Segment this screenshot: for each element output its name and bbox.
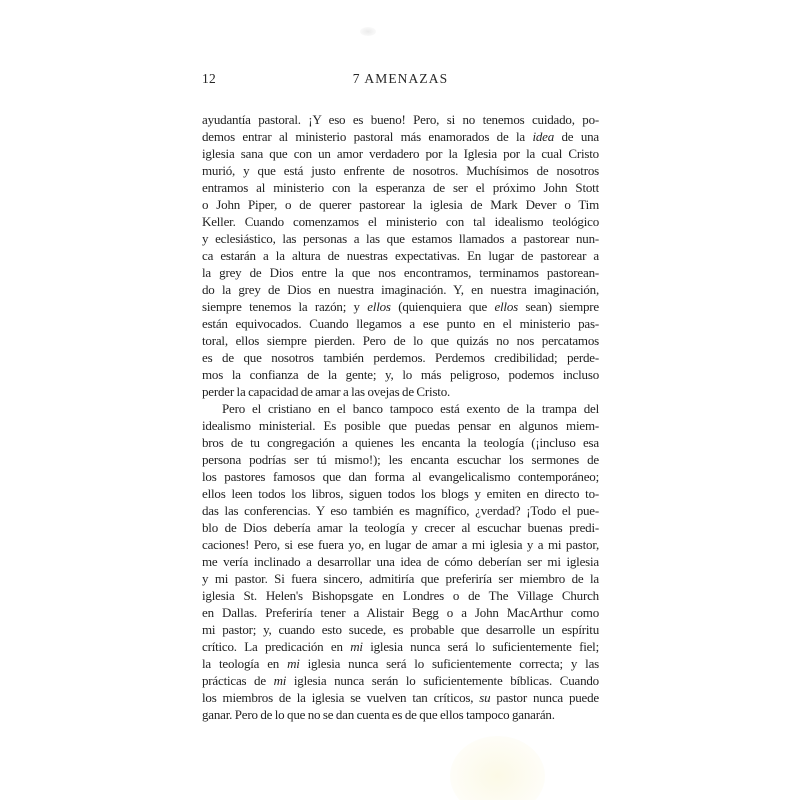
text-line — [202, 162, 599, 179]
body-text: ayudantía pastoral. ¡Y eso es bueno! Pero, si no tenemos cuidado, po- — [202, 112, 599, 127]
body-text: iglesia St. Helen's Bishopsgate en Londres o de The Village Church — [202, 588, 599, 603]
body-text: Keller. Cuando comenzamos el ministerio con tal idealismo teológico — [202, 214, 599, 229]
body-text: y mi pastor. Si fuera sincero, admitiría que preferiría ser miembro de la — [202, 571, 599, 586]
text-line — [202, 502, 599, 519]
body-text: demos entrar al ministerio pastoral más enamorados de la — [202, 129, 533, 144]
body-text: mos la confianza de la gente; y, lo más peligroso, podemos incluso — [202, 367, 599, 382]
body-text: perder la capacidad de amar a las ovejas de Cristo. — [202, 384, 451, 399]
body-text: y eclesiástico, las personas a las que estamos llamados a pastorear nun- — [202, 231, 599, 246]
text-line — [202, 587, 599, 604]
body-text: la teología en — [202, 656, 288, 671]
text-line — [202, 349, 599, 366]
italic-text: idea — [532, 129, 555, 144]
body-text: los miembros de la iglesia se vuelven tan críticos, — [202, 690, 480, 705]
text-line — [202, 519, 599, 536]
body-text: entramos al ministerio con la esperanza de ser el próximo John Stott — [202, 180, 599, 195]
page-stain — [450, 736, 545, 800]
italic-text: ellos — [367, 299, 391, 314]
text-line — [202, 417, 599, 434]
body-text: bros de tu congregación a quienes les encanta la teología (¡incluso esa — [202, 435, 599, 450]
italic-text: mi — [287, 656, 300, 671]
text-line — [202, 468, 599, 485]
text-line — [202, 672, 599, 689]
body-text: o John Piper, o de querer pastorear la iglesia de Mark Dever o Tim — [202, 197, 599, 212]
text-line — [202, 604, 599, 621]
body-text: das las conferencias. Y eso también es magnífico, ¿verdad? ¡Todo el pue- — [202, 503, 599, 518]
text-block — [202, 111, 599, 723]
text-line — [202, 400, 599, 417]
text-line — [202, 298, 599, 315]
text-line — [202, 638, 599, 655]
body-text: de una — [554, 129, 599, 144]
body-text: es de que nosotros también perdemos. Perdemos credibilidad; perde- — [202, 350, 599, 365]
text-line — [202, 553, 599, 570]
body-text: blo de Dios debería amar la teología y crecer al escuchar buenas predi- — [202, 520, 599, 535]
text-line — [202, 621, 599, 638]
paragraph-1 — [202, 111, 599, 400]
body-text: ellos leen todos los libros, siguen todos los blogs y emiten en directo to- — [202, 486, 599, 501]
body-text: Pero el cristiano en el banco tampoco está exento de la trampa del — [222, 401, 599, 416]
text-line — [202, 179, 599, 196]
text-line — [202, 247, 599, 264]
text-line — [202, 434, 599, 451]
body-text: me vería inclinado a desarrollar una idea de cómo deberían ser mi iglesia — [202, 554, 599, 569]
text-line — [202, 230, 599, 247]
body-text: do la grey de Dios en nuestra imaginación. Y, en nuestra imaginación, — [202, 282, 599, 297]
body-text: pastor nunca puede — [490, 690, 599, 705]
body-text: crítico. La predicación en — [202, 639, 351, 654]
body-text: prácticas de — [202, 673, 274, 688]
text-line — [202, 145, 599, 162]
text-line — [202, 451, 599, 468]
body-text: persona podrías ser tú mismo!); les encanta escuchar los sermones de — [202, 452, 599, 467]
body-text: toral, ellos siempre pierden. Pero de lo que quizás no nos percatamos — [202, 333, 599, 348]
italic-text: ellos — [494, 299, 519, 314]
body-text: iglesia nunca serán lo suficientemente bíblicas. Cuando — [286, 673, 599, 688]
body-text: iglesia nunca será lo suficientemente correcta; y las — [299, 656, 599, 671]
text-line — [202, 655, 599, 672]
text-line — [202, 689, 599, 706]
body-text: la grey de Dios entre la que nos encontramos, terminamos pastorean- — [202, 265, 599, 280]
body-text: idealismo ministerial. Es posible que puedas pensar en algunos miem- — [202, 418, 599, 433]
body-text: caciones! Pero, si ese fuera yo, en lugar de amar a mi iglesia y a mi pastor, — [202, 537, 599, 552]
page-number: 12 — [202, 71, 217, 86]
body-text: (quienquiera que — [390, 299, 495, 314]
text-line — [202, 196, 599, 213]
body-text: sean) siempre — [518, 299, 599, 314]
body-text: están equivocados. Cuando llegamos a ese punto en el ministerio pas- — [202, 316, 599, 331]
text-line — [202, 315, 599, 332]
body-text: los pastores famosos que dan forma al evangelicalismo contemporáneo; — [202, 469, 599, 484]
italic-text: su — [479, 690, 491, 705]
text-line — [202, 332, 599, 349]
body-text: en Dallas. Preferiría tener a Alistair Begg o a John MacArthur como — [202, 605, 599, 620]
text-line — [202, 281, 599, 298]
page-smudge — [360, 27, 376, 36]
text-line — [202, 570, 599, 587]
text-line — [202, 485, 599, 502]
italic-text: mi — [273, 673, 287, 688]
body-text: mi pastor; y, cuando esto sucede, es probable que desarrolle un espíritu — [202, 622, 599, 637]
text-line — [202, 213, 599, 230]
text-line — [202, 536, 599, 553]
text-line — [202, 366, 599, 383]
body-text: ca estarán a la altura de nuestras expectativas. En lugar de pastorear a — [202, 248, 599, 263]
body-text: ganar. Pero de lo que no se dan cuenta es de que ellos tampoco ganarán. — [202, 707, 555, 722]
running-head-title: 7 AMENAZAS — [352, 71, 449, 86]
text-line — [202, 383, 599, 400]
text-line — [202, 706, 599, 723]
body-text: iglesia nunca será lo suficientemente fiel; — [362, 639, 599, 654]
body-text: siempre tenemos la razón; y — [202, 299, 368, 314]
body-text: murió, y que está justo enfrente de nosotros. Muchísimos de nosotros — [202, 163, 599, 178]
text-line — [202, 264, 599, 281]
italic-text: mi — [350, 639, 363, 654]
body-text: iglesia sana que con un amor verdadero por la Iglesia por la cual Cristo — [202, 146, 599, 161]
text-line — [202, 128, 599, 145]
running-head — [202, 70, 599, 87]
paragraph-2 — [202, 400, 599, 723]
text-line — [202, 111, 599, 128]
